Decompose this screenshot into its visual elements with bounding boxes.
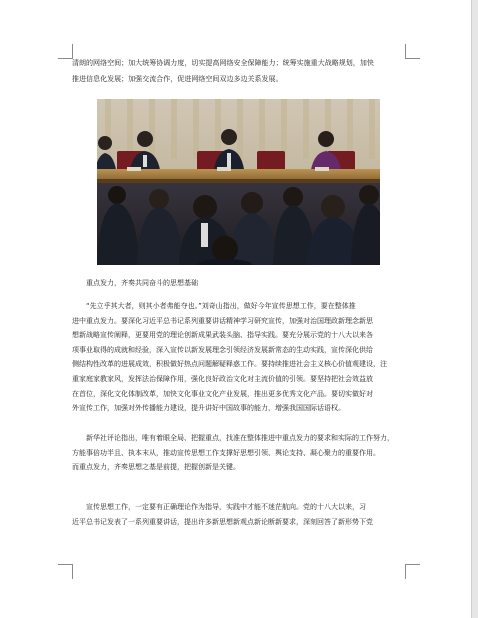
paragraph-line: 近平总书记发表了一系列重要讲话，提出许多新思想新观点新论断新要求，深刻回答了新形势下党	[72, 517, 373, 526]
paragraph-line: 重家庭家教家风，发挥法治保障作用，强化良好政治文化对主流价值的引领。要坚持把社会效益放	[72, 374, 373, 383]
crop-mark-top-left	[58, 44, 73, 59]
paragraph-line: 想新战略宣传阐释，更要用党的理论创新成果武装头脑、指导实践。要充分展示党的十八大以来各	[72, 331, 373, 340]
body-text-line: 清朗的网络空间；加大统筹协调力度，切实提高网络安全保障能力；统筹实施重大战略规划，加快	[72, 59, 374, 67]
paragraph-line: 宣传思想工作，一定要有正确理论作为指导，实践中才能不迷茫航向。党的十八大以来，习	[86, 503, 366, 511]
paragraph-line: 而重点发力，齐奏思想之基是前提，把握创新是关键。	[72, 463, 240, 472]
crop-mark-bottom-right	[405, 564, 420, 579]
paragraph	[72, 431, 412, 475]
paragraph-line: “先立乎其大者，则其小者弗能夺也。”刘奇山指出，做好今年宣传思想工作，要在整体推	[86, 302, 356, 310]
paragraph-line: 侧结构性改革的进展成效，积极做好热点问题解疑释惑工作。要持续推进社会主义核心价值观建设，注	[72, 360, 387, 369]
paragraph-line: 项事业取得的成就和经验，深入宣传以新发展理念引领经济发展新常态的生动实践，宣传深化供给	[72, 345, 373, 354]
paragraph	[72, 299, 412, 416]
paragraph	[72, 500, 412, 529]
body-text-line: 推进信息化发展；加强交流合作，促进网络空间双边多边关系发展。	[72, 75, 283, 83]
vertical-scrollbar[interactable]	[471, 0, 478, 618]
crop-mark-bottom-left	[58, 564, 73, 579]
section-heading: 重点发力，齐奏共同奋斗的思想基础	[86, 279, 198, 287]
conference-photo	[97, 99, 380, 265]
paragraph-line: 新华社评论指出，唯有着眼全局、把握重点，找准在整体推进中重点发力的要求和实际的工作努力，	[86, 434, 394, 442]
paragraph-line: 进中重点发力。要深化习近平总书记系列重要讲话精神学习研究宣传，加强对治国理政新理念新思	[72, 316, 373, 325]
paragraph-line: 方能事倍功半且、执本末从，推动宣传思想工作支撑好思想引领、舆论支持、凝心聚力的重要作用。	[72, 448, 380, 457]
paragraph-line: 外宣传工作，加强对外传播能力建设，提升讲好中国故事的能力，增强我国国际话语权。	[72, 404, 345, 413]
paragraph-line: 在首位，深化文化体制改革，加快文化事业文化产业发展，推出更多优秀文化产品。要切实做好对	[72, 389, 373, 398]
